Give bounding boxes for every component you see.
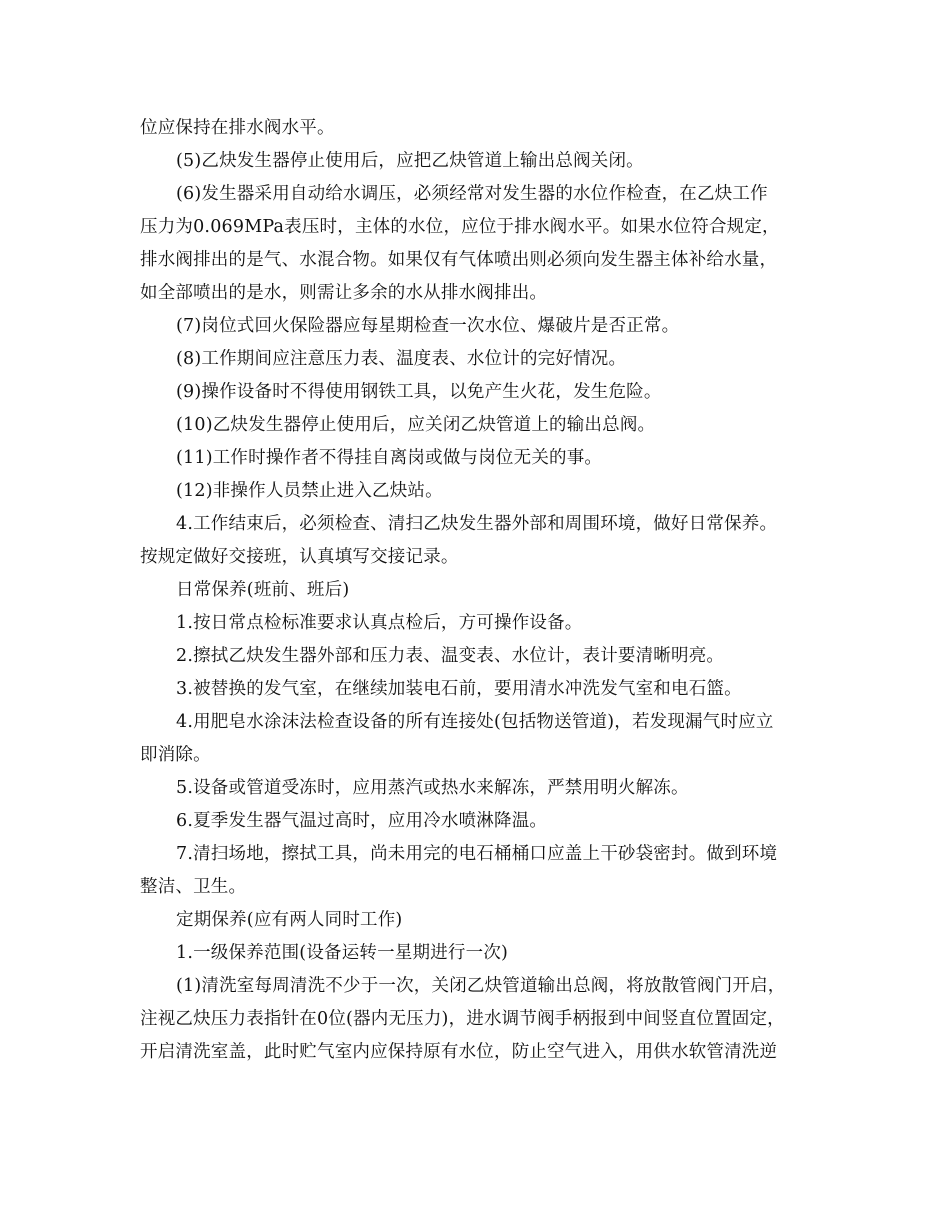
text-line: (10)乙炔发生器停止使用后，应关闭乙炔管道上的输出总阀。: [176, 415, 656, 435]
text-line: 开启清洗室盖，此时贮气室内应保持原有水位，防止空气进入，用供水软管清洗逆: [140, 1042, 778, 1062]
text-line: (11)工作时操作者不得挂自离岗或做与岗位无关的事。: [176, 448, 603, 468]
text-line: 7.清扫场地，擦拭工具，尚未用完的电石桶桶口应盖上干砂袋密封。做到环境: [176, 844, 778, 864]
text-line: 注视乙炔压力表指针在0位(器内无压力)，进水调节阀手柄报到中间竖直位置固定，: [140, 1009, 785, 1029]
text-line: 压力为0.069MPa表压时，主体的水位，应位于排水阀水平。如果水位符合规定，: [140, 217, 780, 237]
text-line: 位应保持在排水阀水平。: [140, 118, 335, 138]
text-line: (8)工作期间应注意压力表、温度表、水位计的完好情况。: [176, 349, 627, 369]
text-line: 排水阀排出的是气、水混合物。如果仅有气体喷出则必须向发生器主体补给水量，: [140, 250, 778, 270]
text-line: 即消除。: [140, 745, 211, 765]
text-line: (5)乙炔发生器停止使用后，应把乙炔管道上输出总阀关闭。: [176, 151, 644, 171]
document-body: [140, 112, 815, 1069]
text-line: 1.按日常点检标准要求认真点检后，方可操作设备。: [176, 613, 583, 633]
text-line: 定期保养(应有两人同时工作): [176, 910, 403, 930]
text-line: 3.被替换的发气室，在继续加装电石前，要用清水冲洗发气室和电石篮。: [176, 679, 742, 699]
text-line: 整洁、卫生。: [140, 877, 247, 897]
text-line: 5.设备或管道受冻时，应用蒸汽或热水来解冻，严禁用明火解冻。: [176, 778, 689, 798]
text-line: 日常保养(班前、班后): [176, 580, 350, 600]
text-line: (12)非操作人员禁止进入乙炔站。: [176, 481, 443, 501]
text-line: 1.一级保养范围(设备运转一星期进行一次): [176, 943, 509, 963]
text-line: 2.擦拭乙炔发生器外部和压力表、温变表、水位计，表计要清晰明亮。: [176, 646, 725, 666]
text-line: 按规定做好交接班，认真填写交接记录。: [140, 547, 459, 567]
text-line: 6.夏季发生器气温过高时，应用冷水喷淋降温。: [176, 811, 548, 831]
text-line: (7)岗位式回火保险器应每星期检查一次水位、爆破片是否正常。: [176, 316, 680, 336]
text-line: (9)操作设备时不得使用钢铁工具，以免产生火花，发生危险。: [176, 382, 662, 402]
text-line: 如全部喷出的是水，则需让多余的水从排水阀排出。: [140, 283, 548, 303]
text-line: (6)发生器采用自动给水调压，必须经常对发生器的水位作检查，在乙炔工作: [176, 184, 768, 204]
text-line: 4.用肥皂水涂沫法检查设备的所有连接处(包括物送管道)，若发现漏气时应立: [176, 712, 774, 732]
text-line: 4.工作结束后，必须检查、清扫乙炔发生器外部和周围环境，做好日常保养。: [176, 514, 778, 534]
text-line: (1)清洗室每周清洗不少于一次，关闭乙炔管道输出总阀，将放散管阀门开启，: [176, 976, 786, 996]
